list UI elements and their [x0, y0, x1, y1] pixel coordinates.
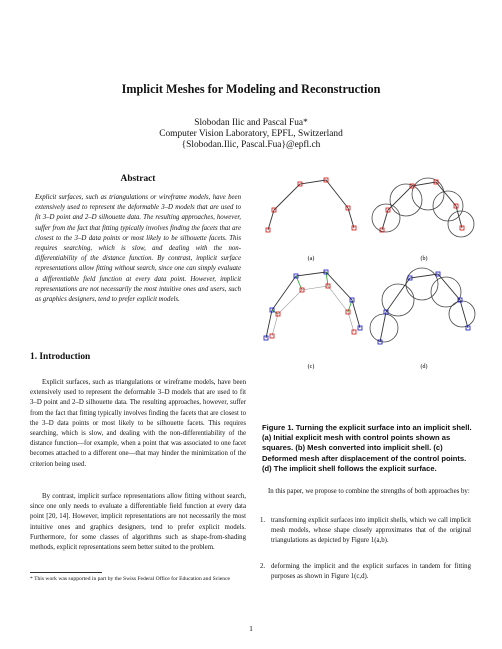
explicit-mesh: [274, 180, 348, 210]
abstract-heading: Abstract: [120, 174, 156, 184]
intro-paragraph-1: Explicit surfaces, such as triangulations or wireframe models, have been extensively used to represent the deformable 3–D models that are used to fit 3–D point and 2–D silhouette data. The resulting approaches, however, suffer from the fact that fitting typically involves finding the facets that are closest to the 3–D data points or most likely to be silhouette facets. This requires searching, which is slow, and dealing with the non-differentiability of the distance function—for example, when a point that was associated to one facet becomes attached to a different one—that may hinder the minimization of the criterion being used.: [30, 379, 246, 468]
panel-label-d: (d): [420, 364, 428, 370]
list-number: 2.: [260, 563, 266, 570]
page-number: 1: [249, 624, 253, 633]
panel-b: [372, 178, 474, 237]
deformed-mesh: [266, 272, 360, 338]
footnote-rule: [30, 572, 102, 573]
figure-caption: Figure 1. Turning the explicit surface into an implicit shell. (a) Initial explicit mesh with control points shown as squares. (b) Mesh converted into implicit shell. (c) Deformed mesh after displacement of the control points. (d) The implicit shell follows the explicit surface.: [262, 423, 472, 473]
list-text: deforming the implicit and the explicit surfaces in tandem for fitting purposes as shown in Figure 1(c,d).: [271, 563, 471, 581]
section-heading-introduction: 1. Introduction: [30, 352, 91, 362]
list-text: transforming explicit surfaces into implicit shells, which we call implicit mesh models, whose shape closely approximates that of the original triangulations as depicted by Figure 1(a,b).: [271, 517, 471, 545]
intro-paragraph-2: By contrast, implicit surface representations allow fitting without search, since one only needs to evaluate a differentiable field function at every data point [20, 14]. However, implicit representations are not necessarily the most intuitive ones and graphics designers, tend to prefer explicit models. Furthermore, for some classes of algorithms such as shape-from-shading methods, explicit representations seem better suited to the problem.: [30, 493, 246, 552]
panel-label-a: (a): [307, 256, 315, 262]
mesh-edge: [268, 210, 274, 230]
panel-c: [264, 270, 362, 340]
figure-1: [256, 168, 476, 400]
list-number: 1.: [260, 517, 266, 524]
mesh-edge: [348, 208, 354, 228]
footnote: * This work was supported in part by the Swiss Federal Office for Education and Science: [30, 576, 231, 582]
panel-label-b: (b): [420, 256, 428, 262]
paper-title: Implicit Meshes for Modeling and Reconstruction: [121, 82, 381, 96]
authors: Slobodan Ilic and Pascal Fua*: [194, 118, 308, 128]
original-mesh: [272, 286, 354, 336]
email[interactable]: {Slobodan.Ilic, Pascal.Fua}@epfl.ch: [181, 140, 321, 150]
abstract-text: Explicit surfaces, such as triangulations or wireframe models, have been extensively used to represent the deformable 3–D models that are used to fit 3–D point and 2–D silhouette data. The resulting approaches, however, suffer from the fact that fitting typically involves finding the facets that are closest to the 3–D data points or most likely to be silhouette facets. This requires searching, which is slow, and dealing with the non-differentiability of the distance function. By contrast, implicit surface representations allow fitting without search, since one can simply evaluate a differentiable field function at every data point. However, implicit representations are not necessarily the most intuitive ones and users, such as graphics designers, tend to prefer explicit models.: [35, 194, 241, 304]
deformed-mesh: [380, 274, 468, 342]
right-paragraph-1: In this paper, we propose to combine the strengths of both approaches by:: [268, 488, 470, 495]
shell-sphere: [370, 314, 398, 342]
shell-sphere: [390, 184, 422, 216]
panel-label-c: (c): [307, 364, 315, 370]
affiliation: Computer Vision Laboratory, EPFL, Switzerland: [159, 129, 343, 139]
shell-sphere: [449, 301, 475, 327]
panel-a: [266, 178, 356, 232]
panel-d: [370, 268, 475, 344]
